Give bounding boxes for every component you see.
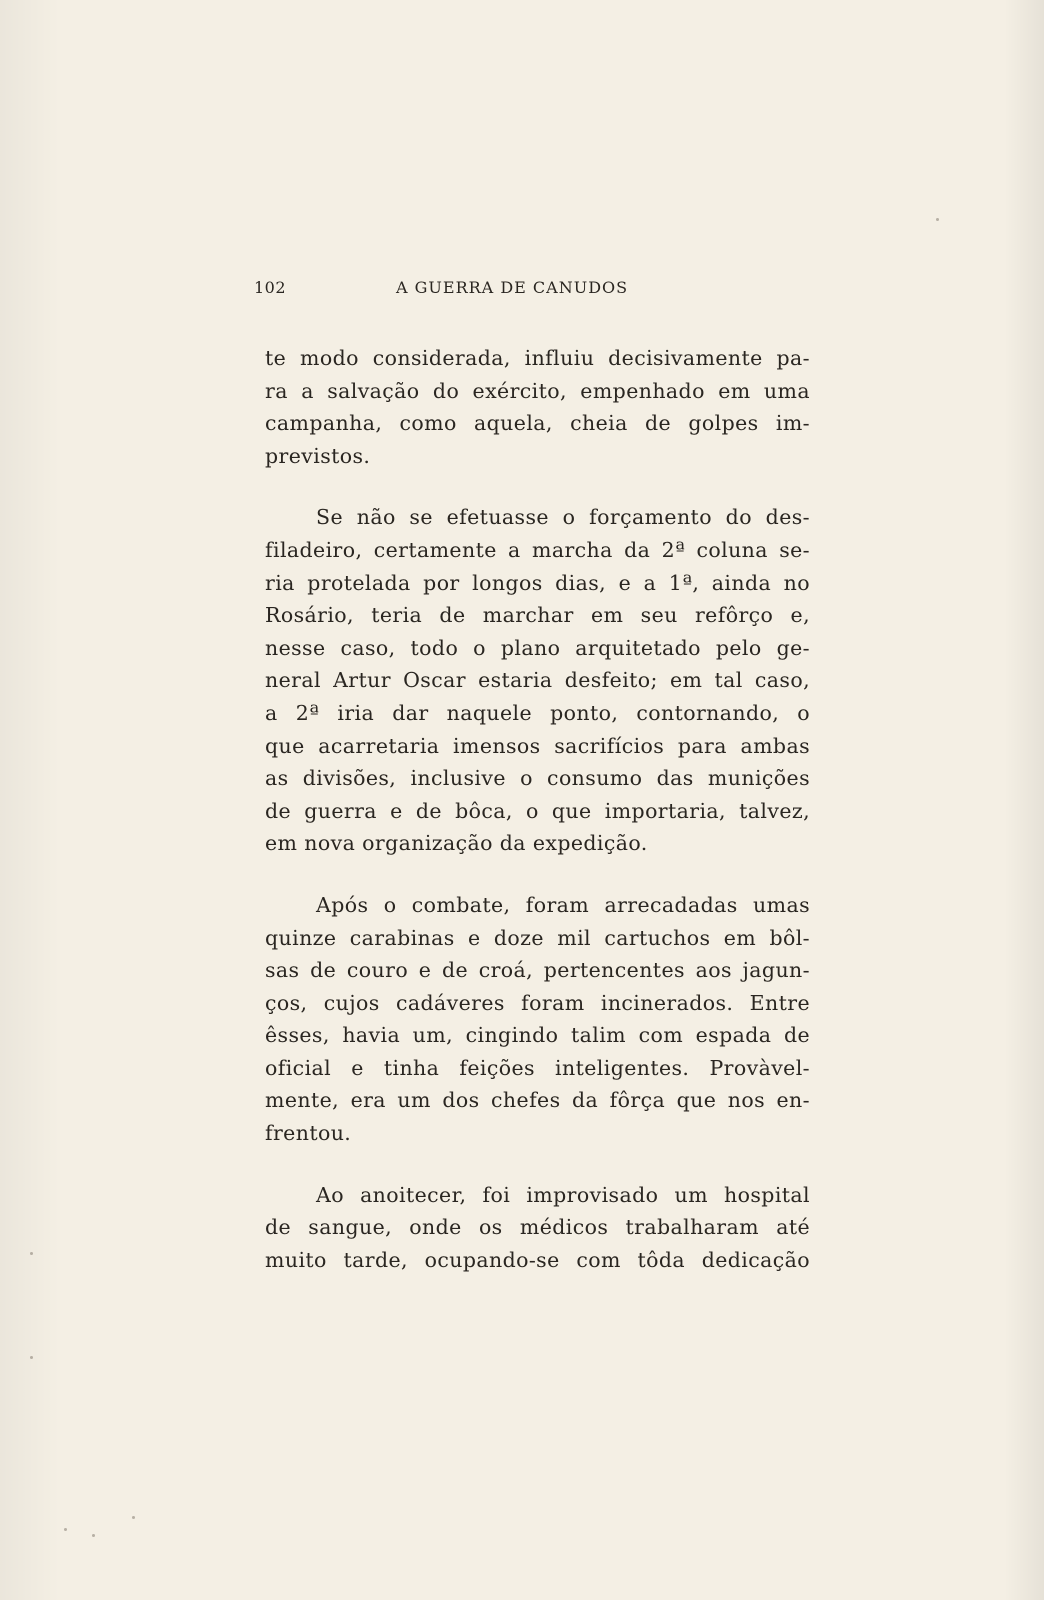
text-line: a 2ª iria dar naquele ponto, contornando, o: [265, 700, 810, 725]
paper-speck: [30, 1252, 33, 1255]
text-line: sas de couro e de croá, pertencentes aos jagun-: [265, 958, 810, 983]
paragraph-2: [265, 501, 810, 860]
text-line: de guerra e de bôca, o que importaria, talvez,: [265, 798, 810, 823]
paper-speck: [936, 218, 939, 221]
text-line: muito tarde, ocupando-se com tôda dedicação: [265, 1247, 810, 1272]
paper-speck: [30, 1356, 33, 1359]
text-line: Se não se efetuasse o forçamento do des-: [316, 505, 810, 530]
text-line: Após o combate, foram arrecadadas umas: [316, 892, 810, 917]
text-line: as divisões, inclusive o consumo das munições: [265, 766, 810, 791]
text-line: ria protelada por longos dias, e a 1ª, ainda no: [265, 570, 810, 595]
page-number: 102: [254, 278, 287, 297]
text-line: frentou.: [265, 1121, 352, 1146]
text-line: êsses, havia um, cingindo talim com espada de: [265, 1023, 810, 1048]
book-title: A GUERRA DE CANUDOS: [396, 278, 629, 297]
text-line: neral Artur Oscar estaria desfeito; em tal caso,: [265, 668, 810, 693]
text-line: em nova organização da expedição.: [265, 831, 648, 856]
text-line: campanha, como aquela, cheia de golpes im-: [265, 411, 810, 436]
text-line: Ao anoitecer, foi improvisado um hospital: [316, 1182, 810, 1207]
paragraph-1: [265, 342, 810, 472]
text-line: nesse caso, todo o plano arquitetado pelo ge-: [265, 635, 810, 660]
text-line: de sangue, onde os médicos trabalharam até: [265, 1215, 810, 1240]
text-line: te modo considerada, influiu decisivamente pa-: [265, 346, 810, 370]
body-text: [265, 342, 810, 1276]
text-line: ra a salvação do exército, empenhado em uma: [265, 378, 810, 403]
paragraph-4: [265, 1179, 810, 1277]
text-line: oficial e tinha feições inteligentes. Provàvel-: [265, 1055, 810, 1080]
paper-speck: [92, 1534, 95, 1537]
text-line: Rosário, teria de marchar em seu refôrço e,: [265, 603, 810, 628]
text-line: previstos.: [265, 443, 371, 468]
paper-speck: [132, 1516, 135, 1519]
text-line: mente, era um dos chefes da fôrça que nos en-: [265, 1088, 810, 1113]
paragraph-3: [265, 889, 810, 1150]
paper-speck: [64, 1528, 67, 1531]
text-line: quinze carabinas e doze mil cartuchos em bôl-: [265, 925, 810, 950]
text-line: que acarretaria imensos sacrifícios para ambas: [265, 733, 810, 758]
text-line: filadeiro, certamente a marcha da 2ª coluna se-: [265, 537, 810, 562]
text-line: ços, cujos cadáveres foram incinerados. Entre: [265, 990, 810, 1015]
